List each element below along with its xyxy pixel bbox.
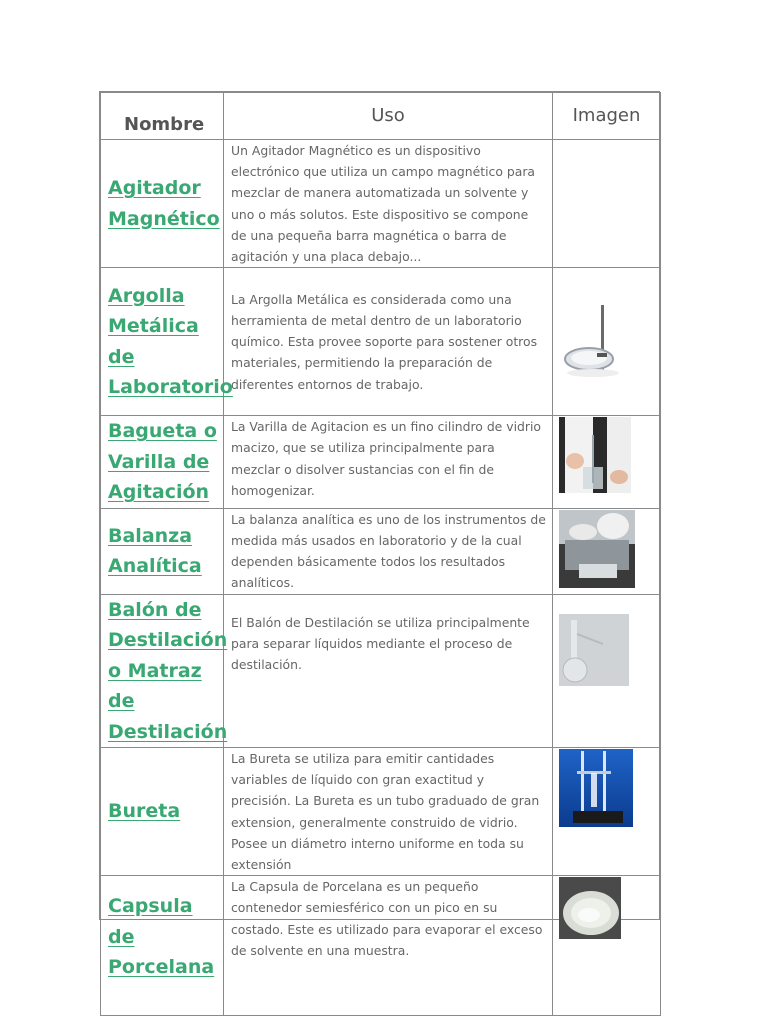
instrument-description: Un Agitador Magnético es un dispositivo electrónico que utiliza un campo magnético para mezclar de manera automatizada un solvente y uno o más solutos. Este dispositivo se compone de una pequeña barra magnética o barra de agitación y una placa debajo...: [224, 140, 553, 268]
instrument-link[interactable]: Capsula de Porcelana: [108, 895, 215, 979]
stirring-rod-image: [559, 417, 631, 493]
instrument-link[interactable]: Bagueta o Varilla de Agitación: [108, 420, 217, 504]
distillation-flask-image: [559, 614, 629, 686]
instrument-link[interactable]: Argolla Metálica de Laboratorio: [108, 284, 233, 399]
header-uso: Uso: [224, 93, 553, 140]
instrument-description: El Balón de Destilación se utiliza principalmente para separar líquidos mediante el proceso de destilación.: [224, 594, 553, 748]
burette-image: [559, 749, 633, 827]
instrument-image-cell: [553, 140, 661, 268]
table-row: [101, 508, 661, 594]
analytical-balance-image: [559, 510, 635, 588]
table-row: [101, 594, 661, 748]
table-row: [101, 268, 661, 416]
table-row: [101, 748, 661, 876]
instrument-link[interactable]: Bureta: [108, 800, 181, 823]
instruments-table: [99, 91, 660, 979]
table-header-row: [101, 93, 661, 140]
header-nombre: Nombre: [101, 93, 224, 140]
instrument-description: La Varilla de Agitacion es un fino cilindro de vidrio macizo, que se utiliza principalmente para mezclar o disolver sustancias con el fin de homogenizar.: [224, 416, 553, 509]
instrument-description: La Argolla Metálica es considerada como una herramienta de metal dentro de un laboratorio químico. Esta provee soporte para sostener otros materiales, permitiendo la preparación de diferentes entornos de trabajo.: [224, 268, 553, 416]
porcelain-capsule-image: [559, 877, 621, 939]
header-imagen: Imagen: [553, 93, 661, 140]
instrument-description: La balanza analítica es uno de los instrumentos de medida más usados en laboratorio y de la cual dependen básicamente todos los resultados analíticos.: [224, 508, 553, 594]
instrument-description: La Capsula de Porcelana es un pequeño contenedor semiesférico con un pico en su costado. Este es utilizado para evaporar el exceso de solvente en una muestra.: [224, 876, 553, 1016]
table-row: [101, 416, 661, 509]
ring-stand-image: [559, 301, 623, 383]
instrument-link[interactable]: Balanza Analítica: [108, 524, 202, 578]
table-row: [101, 140, 661, 268]
table-row: [101, 876, 661, 1016]
instrument-link[interactable]: Agitador Magnético: [108, 177, 220, 230]
instrument-description: La Bureta se utiliza para emitir cantidades variables de líquido con gran exactitud y precisión. La Bureta es un tubo graduado de gran extension, generalmente construido de vidrio. Posee un diámetro interno uniforme en toda su extensión: [224, 748, 553, 876]
instrument-link[interactable]: Balón de Destilación o Matraz de Destilación: [108, 598, 228, 743]
